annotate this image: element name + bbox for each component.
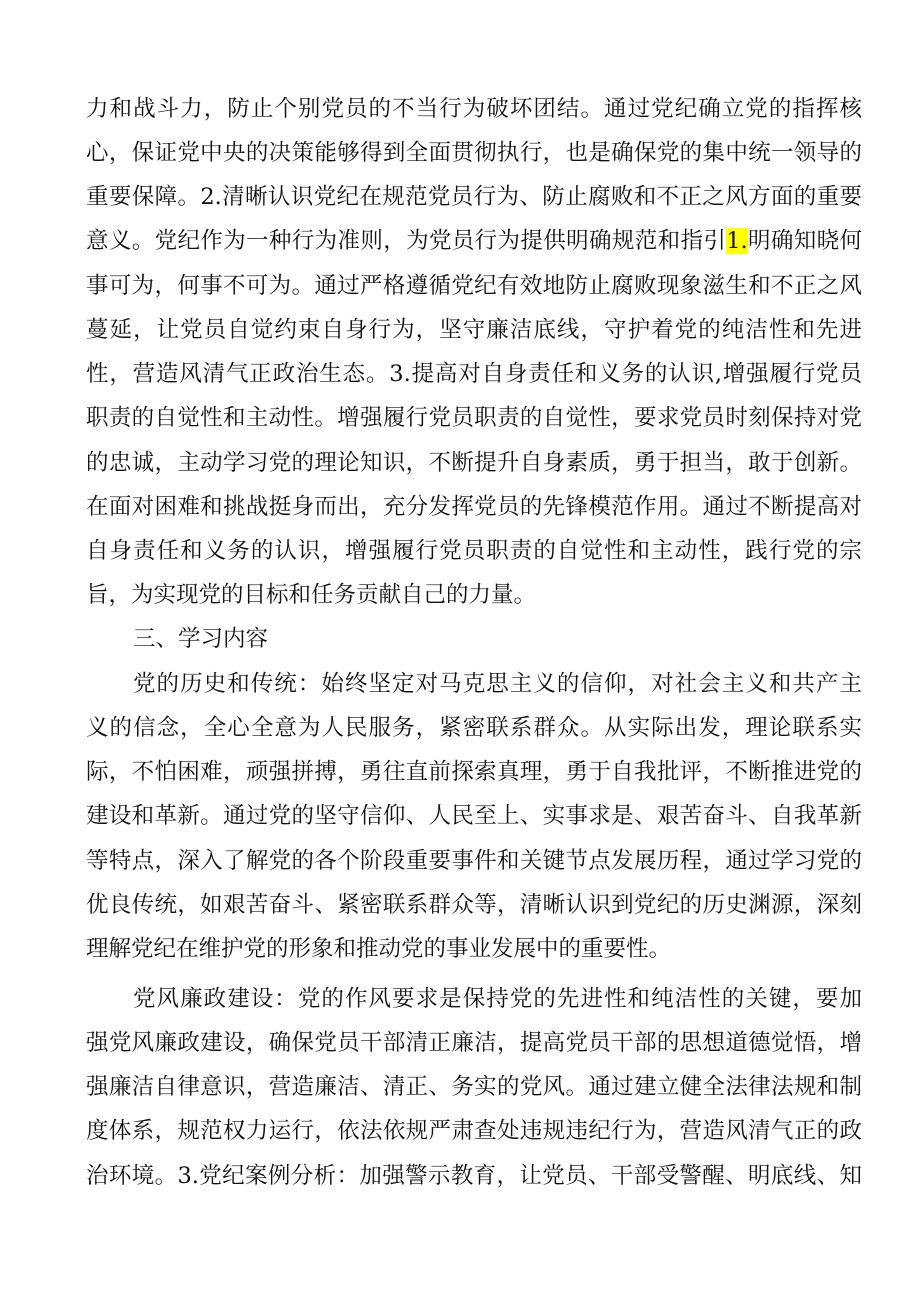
paragraph-line: 蔓延，让党员自觉约束自身行为，坚守廉洁底线，守护着党的纯洁性和先进 [86,317,862,343]
paragraph-line: 治环境。3.党纪案例分析：加强警示教育，让党员、干部受警醒、明底线、知 [86,1163,862,1189]
paragraph-line: 职责的自觉性和主动性。增强履行党员职责的自觉性，要求党员时刻保持对党 [86,405,862,431]
paragraph-line: 自身责任和义务的认识，增强履行党员职责的自觉性和主动性，践行党的宗 [86,538,862,564]
paragraph-line: 党风廉政建设：党的作风要求是保持党的先进性和纯洁性的关键，要加 [133,986,862,1012]
paragraph-line: 际，不怕困难，顽强拼搏，勇往直前探索真理，勇于自我批评，不断推进党的 [86,759,862,785]
paragraph-line: 建设和革新。通过党的坚守信仰、人民至上、实事求是、艰苦奋斗、自我革新 [86,803,862,829]
paragraph-line-with-highlight [86,219,862,263]
highlighted-number: 1. [726,228,748,254]
paragraph-line: 力和战斗力，防止个别党员的不当行为破坏团结。通过党纪确立党的指挥核 [86,96,862,122]
paragraph-line: 事可为，何事不可为。通过严格遵循党纪有效地防止腐败现象滋生和不正之风 [86,273,862,299]
paragraph-line: 的忠诚，主动学习党的理论知识，不断提升自身素质，勇于担当，敢于创新。 [86,450,862,476]
paragraph-line: 心，保证党中央的决策能够得到全面贯彻执行，也是确保党的集中统一领导的 [86,140,862,166]
paragraph-line: 性，营造风清气正政治生态。3.提高对自身责任和义务的认识,增强履行党员 [86,361,862,387]
paragraph-line: 强廉洁自律意识，营造廉洁、清正、务实的党风。通过建立健全法律法规和制 [86,1074,862,1100]
paragraph-line: 义的信念，全心全意为人民服务，紧密联系群众。从实际出发，理论联系实 [86,715,862,741]
line-segment: 意义。党纪作为一种行为准则，为党员行为提供明确规范和指引 [86,228,727,254]
line-segment: 明确知晓何 [747,228,862,254]
paragraph-line: 等特点，深入了解党的各个阶段重要事件和关键节点发展历程，通过学习党的 [86,848,862,874]
paragraph-line: 在面对困难和挑战挺身而出，充分发挥党员的先锋模范作用。通过不断提高对 [86,494,862,520]
paragraph-line: 度体系，规范权力运行，依法依规严肃查处违规违纪行为，营造风清气正的政 [86,1118,862,1144]
paragraph-line: 党的历史和传统：始终坚定对马克思主义的信仰，对社会主义和共产主 [133,671,862,697]
paragraph-line: 强党风廉政建设，确保党员干部清正廉洁，提高党员干部的思想道德觉悟，增 [86,1030,862,1056]
section-heading: 三、学习内容 [133,626,269,652]
paragraph-line: 理解党纪在维护党的形象和推动党的事业发展中的重要性。 [86,936,672,962]
paragraph-line: 旨，为实现党的目标和任务贡献自己的力量。 [86,582,537,608]
paragraph-line: 优良传统，如艰苦奋斗、紧密联系群众等，清晰认识到党纪的历史渊源，深刻 [86,892,862,918]
paragraph-line: 重要保障。2.清晰认识党纪在规范党员行为、防止腐败和不正之风方面的重要 [86,184,862,210]
